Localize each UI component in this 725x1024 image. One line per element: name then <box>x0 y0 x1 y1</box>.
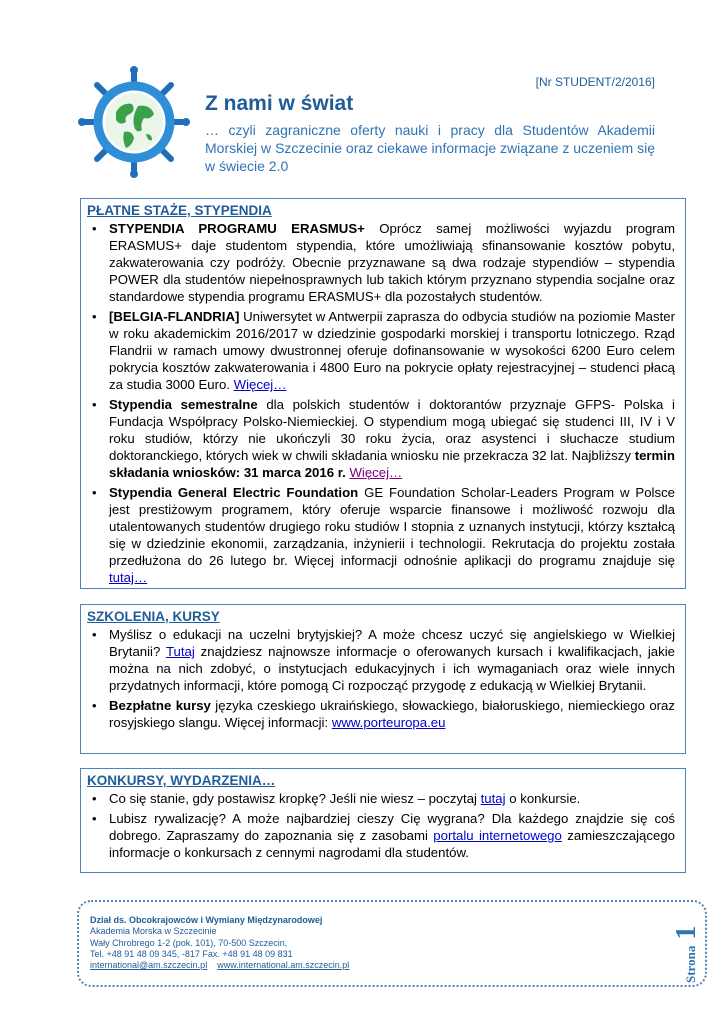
email-link[interactable]: international@am.szczecin.pl <box>90 960 208 971</box>
here-link[interactable]: tutaj <box>480 791 506 806</box>
website-link[interactable]: www.international.am.szczecin.pl <box>217 960 350 971</box>
section-heading: SZKOLENIA, KURSY <box>87 609 220 624</box>
contact-details <box>90 915 349 971</box>
item-lead: Stypendia General Electric Foundation <box>109 485 359 500</box>
page-number-label <box>671 926 703 983</box>
address: Wały Chrobrego 1-2 (pok. 101), 70-500 Szczecin, <box>90 937 288 948</box>
list-item <box>87 308 675 393</box>
here-link[interactable]: tutaj… <box>109 570 148 585</box>
department-name: Dział ds. Obcokrajowców i Wymiany Międzynarodowej <box>90 915 323 925</box>
item-text: o konkursie. <box>505 791 581 806</box>
section-paid-internships <box>80 198 686 589</box>
item-text: Uniwersytet w Antwerpii zaprasza do odbycia studiów na poziomie Master w roku akademickim 2016/2017 w dziedzinie gospodarki morskiej i transportu lotniczego. Rząd Flandrii w ramach umowy dwustronnej oferuje dofinansowanie w wysokości 6200 Euro celem pokrycia kosztów zakwaterowania i 4800 Euro na pokrycie opłaty rejestracyjnej – studenci płacą za studia 3000 Euro. <box>109 309 675 392</box>
item-lead: Stypendia semestralne <box>109 397 258 412</box>
porteuropa-link[interactable]: www.porteuropa.eu <box>331 715 446 730</box>
portal-link[interactable]: portalu internetowego <box>433 828 562 843</box>
list-item <box>87 484 675 586</box>
section-trainings <box>80 604 686 754</box>
item-lead: STYPENDIA PROGRAMU ERASMUS+ <box>109 221 365 236</box>
item-text: zamieszczającego informacje o konkursach z cennymi nagrodami dla studentów. <box>109 828 675 860</box>
item-text: GE Foundation Scholar-Leaders Program w Polsce jest prestiżowym programem, który oferuje wsparcie finansowe i możliwość rozwoju dla utalentowanych studentów drugiego roku studiów I stopnia z uznanych instytucji, którzy kształcą się w dziedzinie ekonomii, zarządzania, inżynierii i technologii. Rekrutacja do projektu została przedłużona do 26 lutego br. Więcej informacji odnośnie aplikacji do programu znajduje się <box>109 485 675 568</box>
phone-fax: Tel. +48 91 48 09 345, -817 Fax. +48 91 48 09 831 <box>90 948 293 959</box>
section-list <box>87 220 675 586</box>
list-item <box>87 697 675 731</box>
item-text: dla polskich studentów i doktorantów przyznaje GFPS- Polska i Fundacja Współpracy Polsko-Niemieckiej. O stypendium mogą ubiegać się studenci III, IV i V roku studiów, którzy nie ukończyli 30 roku życia, oraz asystenci i słuchacze studium doktoranckiego, których wiek w chwili składania wniosku nie przekracza 32 lat. Najbliższy <box>109 397 675 463</box>
section-heading: PŁATNE STAŻE, STYPENDIA <box>87 203 272 218</box>
item-text: języka czeskiego ukraińskiego, słowackiego, białoruskiego, niemieckiego oraz rosyjskiego slangu. Więcej informacji: <box>109 698 675 730</box>
section-heading: KONKURSY, WYDARZENIA… <box>87 773 276 788</box>
list-item <box>87 220 675 305</box>
deadline-text: termin składania wniosków: 31 marca 2016 r. <box>109 448 675 480</box>
list-item <box>87 790 675 807</box>
list-item <box>87 810 675 861</box>
organization-name: Akademia Morska w Szczecinie <box>90 926 217 937</box>
ship-wheel-globe-icon <box>78 66 190 178</box>
list-item <box>87 396 675 481</box>
item-lead: Bezpłatne kursy <box>109 698 211 713</box>
issue-number: [Nr STUDENT/2/2016] <box>535 75 655 89</box>
list-item <box>87 626 675 694</box>
item-text: Oprócz samej możliwości wyjazdu program ERASMUS+ daje studentom stypendia, które umożliwiają sfinansowanie kosztów pobytu, zakwaterowania czy podróży. Obecnie przyznawane są dwa rodzaje stypendiów – stypendia POWER dla studentów niepełnosprawnych lub takich którym przyznano stypendia socjalne oraz standardowe stypendia programu ERASMUS+ dla pozostałych studentów. <box>109 221 675 304</box>
page-subtitle: … czyli zagraniczne oferty nauki i pracy dla Studentów Akademii Morskiej w Szczecinie oraz ciekawe informacje związane z uczeniem się w świecie 2.0 <box>205 122 655 174</box>
section-competitions <box>80 768 686 873</box>
page-title: Z nami w świat <box>205 92 354 115</box>
item-lead: [BELGIA-FLANDRIA] <box>109 309 240 324</box>
item-text: znajdziesz najnowsze informacje o oferowanych kursach i kwalifikacjach, jakie można na nich zdobyć, o instytucjach edukacyjnych i ich wymaganiach oraz wiele innych przydatnych informacji, które pomogą Ci rozpocząć przygodę z edukacją w Wielkiej Brytanii. <box>109 644 676 693</box>
contact-links <box>90 960 349 971</box>
page-number: 1 <box>671 925 702 940</box>
contact-footer <box>77 900 707 987</box>
page-word: Strona <box>683 945 698 983</box>
section-list <box>87 790 675 861</box>
item-text: Lubisz rywalizację? A może najbardziej cieszy Cię wygrana? Dla każdego znajdzie się coś dobrego. Zapraszamy do zapoznania się z zasobami <box>109 811 675 843</box>
section-list <box>87 626 675 731</box>
item-text: Myślisz o edukacji na uczelni brytyjskiej? A może chcesz uczyć się angielskiego w Wielkiej Brytanii? <box>109 627 675 659</box>
more-link[interactable]: Więcej… <box>233 377 287 392</box>
item-text: Co się stanie, gdy postawisz kropkę? Jeśli nie wiesz – poczytaj <box>109 791 481 806</box>
here-link[interactable]: Tutaj <box>165 644 195 659</box>
more-link[interactable]: Więcej… <box>349 465 403 480</box>
